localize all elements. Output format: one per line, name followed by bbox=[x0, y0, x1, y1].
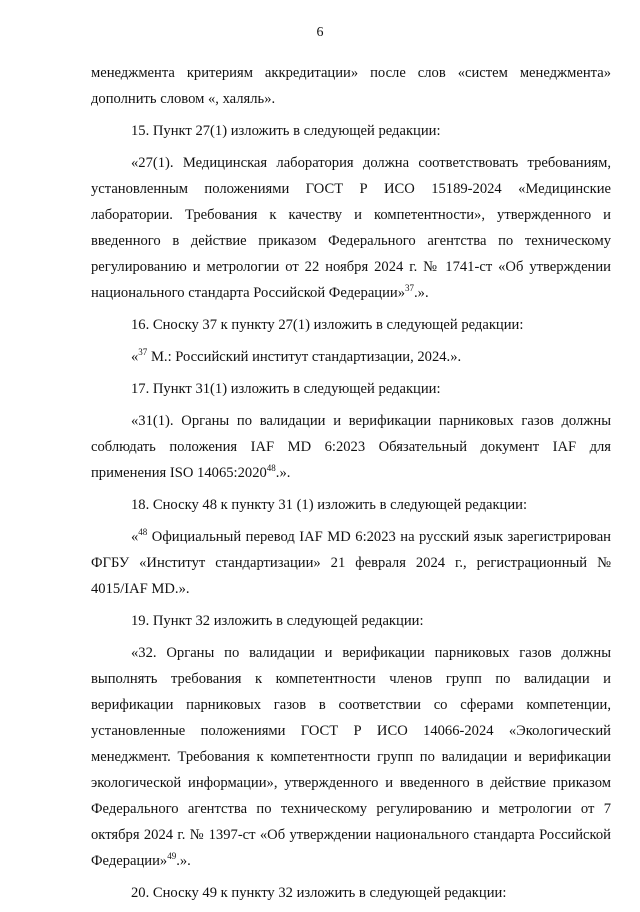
paragraph-text: 17. Пункт 31(1) изложить в следующей редакции: bbox=[131, 381, 441, 397]
paragraph-tail: .». bbox=[275, 465, 291, 481]
paragraph-continuation bbox=[91, 60, 611, 112]
paragraph-text: 20. Сноску 49 к пункту 32 изложить в следующей редакции: bbox=[131, 885, 507, 901]
paragraph-clause-32 bbox=[91, 640, 611, 874]
page-number: 6 bbox=[316, 25, 324, 40]
paragraph-lead: « bbox=[131, 349, 139, 365]
paragraph-lead: « bbox=[131, 529, 139, 545]
paragraph-clause-27-1 bbox=[91, 150, 611, 306]
paragraph-text: «32. Органы по валидации и верификации парниковых газов должны выполнять требования к компетентности членов групп по валидации и верификации парниковых газов в соответствии со сферами компетенции, установленные положениями ГОСТ Р ИСО 14066-2024 «Экологический менеджмент. Требования к компетентности групп по валидации и верификации экологической информации», утвержденного и введенного в действие приказом Федерального агентства по техническому регулированию и метрологии от 7 октября 2024 г. № 1397-ст «Об утверждении национального стандарта Российской Федерации» bbox=[91, 645, 611, 869]
paragraph-item-19 bbox=[91, 608, 611, 634]
paragraph-text: «27(1). Медицинская лаборатория должна соответствовать требованиям, установленным положениями ГОСТ Р ИСО 15189-2024 «Медицинские лаборатории. Требования к качеству и компетентности», утвержденного и введенного в действие приказом Федерального агентства по техническому регулированию и метрологии от 22 ноября 2024 г. № 1741-ст «Об утверждении национального стандарта Российской Федерации» bbox=[91, 155, 611, 301]
paragraph-text: 16. Сноску 37 к пункту 27(1) изложить в следующей редакции: bbox=[131, 317, 524, 333]
paragraph-text: «31(1). Органы по валидации и верификации парниковых газов должны соблюдать положения IAF MD 6:2023 Обязательный документ IAF для применения ISO 14065:2020 bbox=[91, 413, 611, 481]
paragraph-text: 18. Сноску 48 к пункту 31 (1) изложить в следующей редакции: bbox=[131, 497, 528, 513]
paragraph-item-18 bbox=[91, 492, 611, 518]
paragraph-clause-31-1 bbox=[91, 408, 611, 486]
paragraph-footnote-37 bbox=[91, 344, 611, 370]
footnote-ref-48: 48 bbox=[266, 463, 276, 474]
paragraph-text: М.: Российский институт стандартизации, 2024.». bbox=[147, 349, 462, 365]
paragraph-tail: .». bbox=[414, 285, 429, 301]
paragraph-text: Официальный перевод IAF MD 6:2023 на русский язык зарегистрирован ФГБУ «Институт стандартизации» 21 февраля 2024 г., регистрационный № 4015/IAF MD.». bbox=[91, 529, 611, 597]
footnote-ref-49: 49 bbox=[167, 851, 177, 862]
paragraph-tail: .». bbox=[176, 853, 191, 869]
paragraph-text: 15. Пункт 27(1) изложить в следующей редакции: bbox=[131, 123, 441, 139]
paragraph-text: менеджмента критериям аккредитации» после слов «систем менеджмента» дополнить словом «, халяль». bbox=[91, 65, 611, 107]
paragraph-text: 19. Пункт 32 изложить в следующей редакции: bbox=[131, 613, 424, 629]
paragraph-item-17 bbox=[91, 376, 611, 402]
paragraph-item-20 bbox=[91, 880, 611, 906]
paragraph-footnote-48 bbox=[91, 524, 611, 602]
footnote-ref-37: 37 bbox=[405, 283, 415, 294]
paragraph-item-16 bbox=[91, 312, 611, 338]
footnote-ref-48: 48 bbox=[138, 527, 148, 538]
paragraph-item-15 bbox=[91, 118, 611, 144]
footnote-ref-37: 37 bbox=[138, 347, 148, 358]
document-body bbox=[91, 60, 611, 912]
